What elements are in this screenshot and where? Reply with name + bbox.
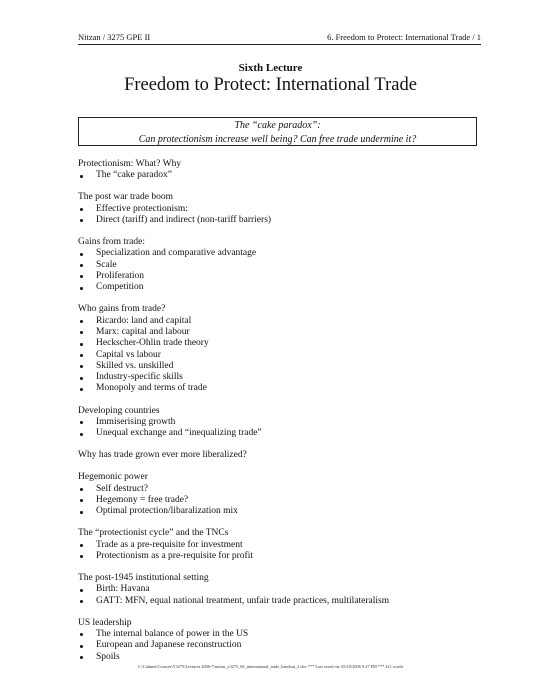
section-title: The “protectionist cycle” and the TNCs xyxy=(78,528,229,539)
outline-section xyxy=(78,192,501,226)
list-item: Optimal protection/libaralization mix xyxy=(78,506,501,517)
list-item: Heckscher-Ohlin trade theory xyxy=(78,338,501,349)
bullet-list xyxy=(78,248,501,293)
section-title: The post war trade boom xyxy=(78,192,173,203)
outline-section xyxy=(78,304,501,394)
list-item: Specialization and comparative advantage xyxy=(78,248,501,259)
section-title: Gains from trade: xyxy=(78,237,146,248)
header-right: 6. Freedom to Protect: International Trade / 1 xyxy=(327,32,481,42)
list-item: Ricardo: land and capital xyxy=(78,316,501,327)
list-item: Industry-specific skills xyxy=(78,372,501,383)
list-item: The internal balance of power in the US xyxy=(78,629,501,640)
outline-section xyxy=(78,406,501,440)
list-item: Competition xyxy=(78,282,501,293)
list-item: Monopoly and terms of trade xyxy=(78,383,501,394)
lecture-label: Sixth Lecture xyxy=(238,62,303,74)
running-header xyxy=(78,32,481,45)
list-item: European and Japanese reconstruction xyxy=(78,640,501,651)
list-item: Direct (tariff) and indirect (non-tariff barriers) xyxy=(78,215,501,226)
list-item: Skilled vs. unskilled xyxy=(78,361,501,372)
outline-section xyxy=(78,528,501,562)
list-item: Proliferation xyxy=(78,271,501,282)
bullet-list xyxy=(78,316,501,395)
section-title: Developing countries xyxy=(78,405,160,416)
outline-content xyxy=(78,159,501,674)
box-line-2: Can protectionism increase well being? Can free trade undermine it? xyxy=(138,133,417,145)
list-item: Scale xyxy=(78,260,501,271)
outline-section xyxy=(78,618,501,663)
section-title: Why has trade grown ever more liberalized? xyxy=(78,450,247,461)
header-left: Nitzan / 3275 GPE II xyxy=(78,32,151,42)
list-item: Unequal exchange and “inequalizing trade” xyxy=(78,428,501,439)
box-line-1: The “cake paradox”: xyxy=(234,120,321,131)
list-item: Protectionism as a pre-requisite for profit xyxy=(78,551,501,562)
bullet-list xyxy=(78,629,501,663)
section-title: The post-1945 institutional setting xyxy=(78,572,209,583)
bullet-list xyxy=(78,484,501,518)
list-item: The “cake paradox” xyxy=(78,170,501,181)
list-item: Capital vs labour xyxy=(78,350,501,361)
bullet-list xyxy=(78,204,501,227)
list-item: GATT: MFN, equal national treatment, unfair trade practices, multilateralism xyxy=(78,596,501,607)
outline-section xyxy=(78,237,501,293)
outline-section xyxy=(78,450,501,461)
section-title: Protectionism: What? Why xyxy=(78,159,182,169)
list-item: Effective protectionism: xyxy=(78,204,501,215)
list-item: Immiserising growth xyxy=(78,417,501,428)
list-item: Hegemony = free trade? xyxy=(78,495,501,506)
list-item: Spoils xyxy=(78,652,501,663)
section-title: Who gains from trade? xyxy=(78,304,166,315)
cake-paradox-box xyxy=(78,117,477,146)
page-title: Freedom to Protect: International Trade xyxy=(124,75,417,95)
bullet-list xyxy=(78,417,501,440)
list-item: Self destruct? xyxy=(78,484,501,495)
section-title: Hegemonic power xyxy=(78,472,148,483)
list-item: Birth: Havana xyxy=(78,584,501,595)
outline-section xyxy=(78,573,501,607)
file-footer: C:\Cabinet\Courses\Y3275\Lectures 2006-7\nitzan_y3275_06_international_trade_handout_2.doc *** Last saved on: 05/10/2006 9:27 PM *** 411 words xyxy=(137,664,404,669)
section-title: US leadership xyxy=(78,617,132,628)
list-item: Trade as a pre-requisite for investment xyxy=(78,540,501,551)
bullet-list xyxy=(78,584,501,607)
outline-section xyxy=(78,159,501,182)
bullet-list xyxy=(78,170,501,181)
title-block xyxy=(0,62,541,96)
list-item: Marx: capital and labour xyxy=(78,327,501,338)
bullet-list xyxy=(78,540,501,563)
outline-section xyxy=(78,472,501,517)
